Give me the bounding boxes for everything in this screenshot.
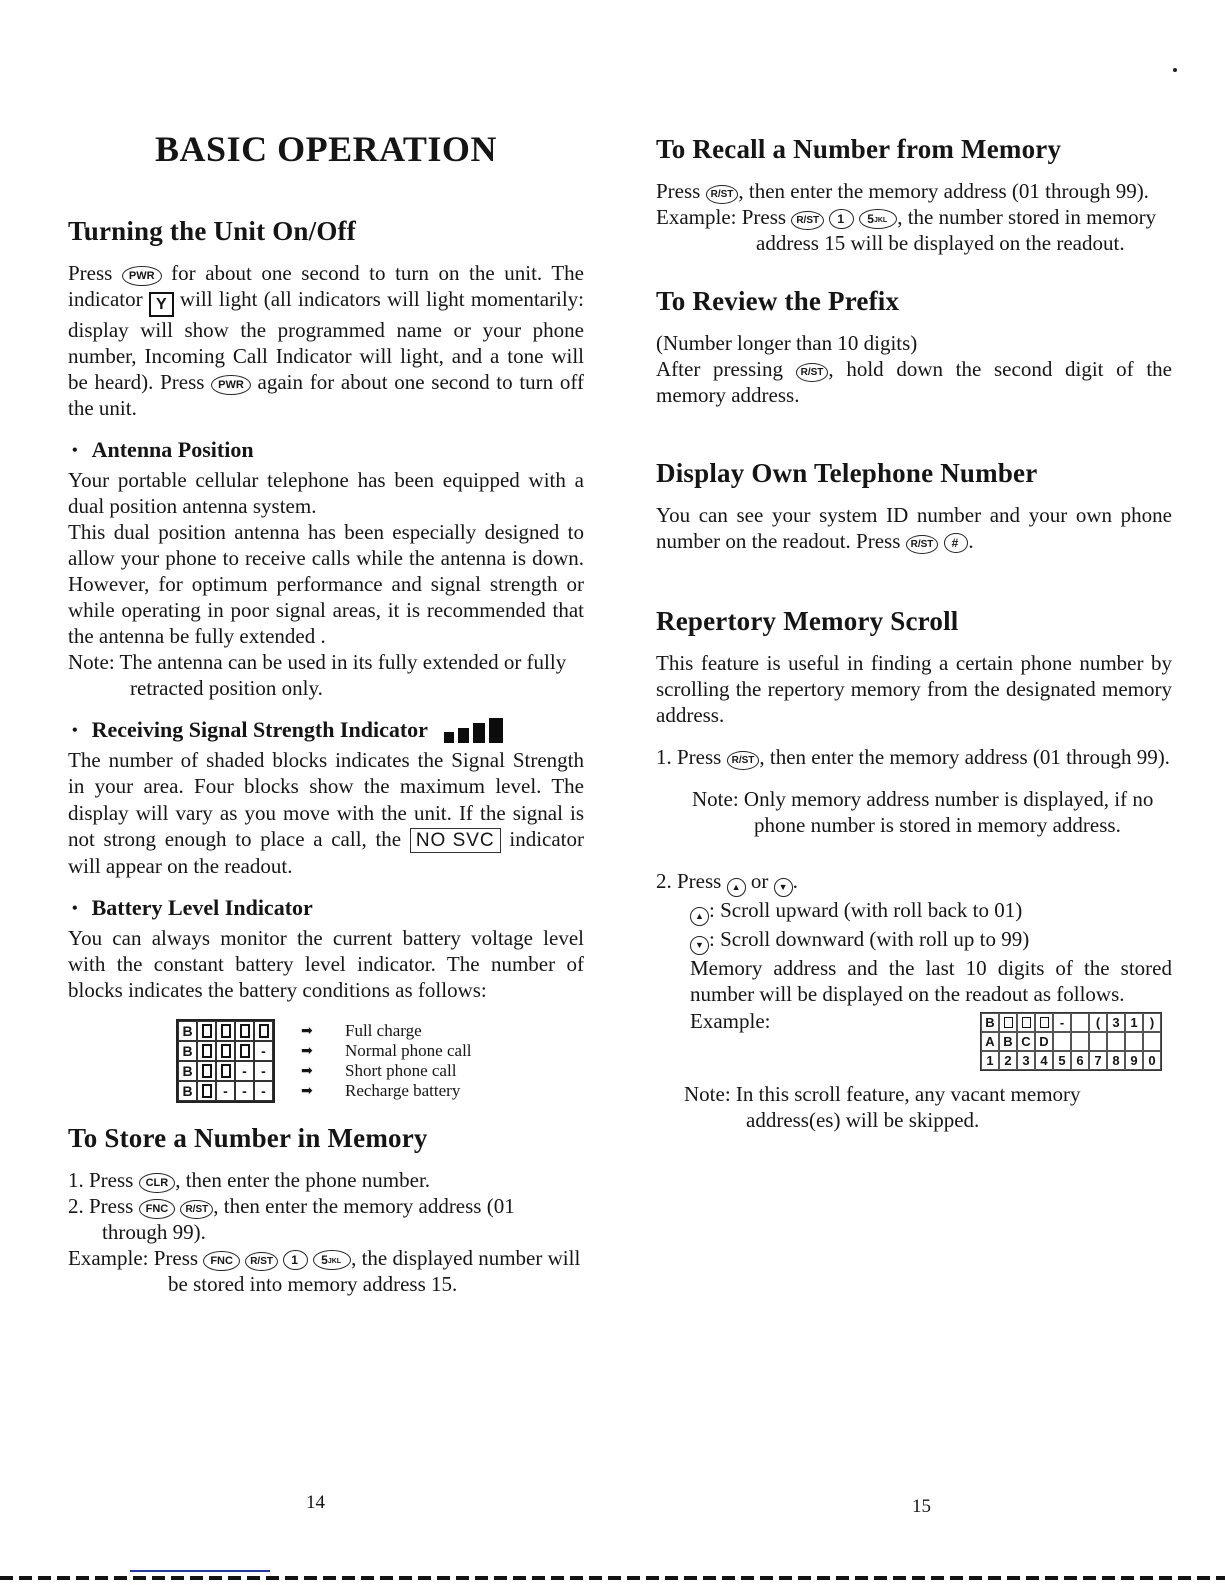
paragraph-antenna-1: Your portable cellular telephone has been equipped with a dual position antenna system. (68, 468, 584, 519)
grid-row (178, 1041, 273, 1061)
blue-underline-mark (130, 1570, 270, 1572)
grid-cell: 3 (1107, 1013, 1125, 1032)
key-digit-label: 5 (321, 1253, 328, 1268)
section-heading-recall: To Recall a Number from Memory (656, 134, 1062, 164)
grid-cell: D (1035, 1032, 1053, 1051)
subheading-label: Receiving Signal Strength Indicator (91, 717, 428, 743)
subheading-battery-level (68, 895, 584, 921)
list-number: 2. (68, 1194, 84, 1219)
key-letters-label: JKL (873, 217, 888, 225)
note-label: Note: (68, 650, 115, 675)
signal-strength-bars-icon (440, 718, 503, 743)
grid-cell (1053, 1032, 1071, 1051)
subheading-antenna-position (68, 437, 584, 463)
note-text: In this scroll feature, any vacant memory address(es) will be skipped. (735, 1081, 1081, 1132)
grid-cell (197, 1041, 216, 1061)
grid-cell: - (235, 1061, 254, 1081)
note-text: The antenna can be used in its fully extended or fully retracted position only. (119, 650, 567, 701)
text-run: , then enter the memory address (01 through 99). (738, 179, 1149, 203)
grid-cell: 4 (1035, 1051, 1053, 1070)
example-label: Example: (656, 205, 737, 230)
text-run: Press (677, 869, 727, 894)
section-heading-store: To Store a Number in Memory (68, 1123, 428, 1154)
list-item-store-1 (68, 1167, 584, 1193)
list-item-scroll-1 (656, 744, 1172, 770)
section-heading-repertory-scroll: Repertory Memory Scroll (656, 606, 959, 637)
rst-key-icon: R/ST (791, 211, 824, 230)
bottom-dashed-rule (0, 1576, 1225, 1580)
text-run: Press (741, 205, 792, 230)
list-item-scroll-2 (656, 868, 1172, 897)
grid-cell (1035, 1013, 1053, 1032)
text-run: , then enter the memory address (01 through 99). (759, 745, 1170, 770)
text-run: Press (68, 261, 122, 285)
scroll-down-key-icon: ▼ (690, 936, 709, 955)
grid-cell (1143, 1032, 1161, 1051)
grid-cell (1071, 1013, 1089, 1032)
grid-cell: 0 (1143, 1051, 1161, 1070)
grid-cell: B (178, 1061, 197, 1081)
grid-cell (254, 1021, 273, 1041)
grid-cell (197, 1021, 216, 1041)
segment-box-icon (240, 1044, 250, 1058)
grid-cell: 8 (1107, 1051, 1125, 1070)
clr-key-icon: CLR (139, 1173, 176, 1193)
grid-cell (1125, 1032, 1143, 1051)
rst-key-icon: R/ST (727, 751, 760, 770)
scroll-down-description (690, 926, 1172, 955)
text-run: Press (677, 745, 727, 770)
battery-indicator-grid (176, 1019, 275, 1103)
grid-cell (1089, 1032, 1107, 1051)
grid-cell (216, 1041, 235, 1061)
left-column (68, 128, 584, 1297)
list-item-store-2 (68, 1193, 584, 1245)
paragraph-scroll-intro: This feature is useful in finding a certain phone number by scrolling the repertory memory from the designated memory address. (656, 651, 1172, 728)
text-run: , then enter the phone number. (175, 1168, 431, 1193)
segment-box-icon (259, 1024, 269, 1038)
rst-key-icon: R/ST (796, 363, 829, 382)
battery-level-diagram (176, 1019, 584, 1103)
section-heading-prefix: To Review the Prefix (656, 286, 900, 317)
paragraph-prefix-2 (656, 356, 1172, 408)
segment-box-icon (221, 1024, 231, 1038)
scroll-up-description (690, 897, 1172, 926)
grid-cell: 6 (1071, 1051, 1089, 1070)
text-run: will light (all indicators will light momentarily: display will show the programmed name or your phone number, Incoming Call Indicator will light, and a tone will be heard). Press (68, 287, 585, 395)
text-run: Press (656, 179, 706, 203)
pwr-key-icon: PWR (211, 375, 251, 395)
text-run: You can see your system ID number and your own phone number on the readout. Press (656, 503, 1172, 554)
battery-condition-label: Recharge battery (345, 1081, 461, 1101)
segment-box-icon (221, 1044, 231, 1058)
list-number: 2. (656, 869, 672, 894)
paragraph-recall (656, 178, 1172, 204)
segment-box-icon (240, 1024, 250, 1038)
bullet-icon: • (72, 722, 78, 740)
example-recall (656, 204, 1172, 256)
text-run: for about one second to turn on the unit. The indicator (68, 261, 584, 312)
battery-condition-label: Normal phone call (345, 1041, 472, 1061)
bullet-icon: • (72, 442, 78, 460)
fnc-key-icon: FNC (203, 1251, 240, 1271)
rst-key-icon: R/ST (180, 1200, 213, 1219)
grid-cell: - (1053, 1013, 1071, 1032)
page-number-left: 14 (306, 1492, 325, 1513)
grid-cell: 9 (1125, 1051, 1143, 1070)
right-arrow-icon: ➡ (301, 1083, 313, 1099)
grid-cell: 2 (999, 1051, 1017, 1070)
grid-cell (197, 1081, 216, 1101)
text-run: or (745, 869, 774, 894)
subheading-signal-strength (68, 717, 584, 743)
grid-cell: - (254, 1061, 273, 1081)
text-run: Press (89, 1194, 139, 1219)
rst-key-icon: R/ST (906, 535, 939, 554)
text-run: The number of shaded blocks indicates the Signal Strength in your area. Four blocks show the maximum level. The display will vary as you move with the unit. If the signal is not strong enough to place a call, the (68, 748, 584, 851)
text-run: After pressing (656, 357, 796, 382)
grid-cell: ( (1089, 1013, 1107, 1032)
grid-row (981, 1051, 1161, 1070)
segment-box-icon (202, 1064, 212, 1078)
grid-cell: 1 (981, 1051, 999, 1070)
grid-cell: 1 (1125, 1013, 1143, 1032)
segment-box-icon (1022, 1017, 1031, 1028)
antenna-indicator-icon: Y (149, 292, 174, 317)
text-run: : Scroll upward (with roll back to 01) (709, 898, 1023, 923)
text-run: Press (153, 1246, 204, 1271)
segment-box-icon (202, 1084, 212, 1098)
subheading-label: Antenna Position (91, 437, 254, 463)
scroll-down-key-icon: ▼ (774, 878, 793, 897)
right-arrow-icon: ➡ (301, 1043, 313, 1059)
paragraph-own-number (656, 502, 1172, 554)
right-column (656, 134, 1172, 1133)
list-number: 1. (68, 1168, 84, 1193)
battery-legend-row (301, 1061, 472, 1081)
note-label: Note: (684, 1081, 731, 1106)
grid-cell: B (178, 1081, 197, 1101)
fnc-key-icon: FNC (139, 1199, 176, 1219)
grid-cell (235, 1041, 254, 1061)
text-run: again for about one second to turn off the unit. (68, 370, 584, 421)
grid-cell: C (1017, 1032, 1035, 1051)
key-5jkl-icon (859, 209, 897, 229)
battery-legend-row (301, 1041, 472, 1061)
paragraph-signal (68, 747, 584, 879)
key-digit-label: 5 (867, 212, 874, 227)
scroll-up-key-icon: ▲ (690, 907, 709, 926)
bullet-icon: • (72, 900, 78, 918)
text-run: : Scroll downward (with roll up to 99) (709, 927, 1030, 952)
grid-cell (216, 1021, 235, 1041)
segment-box-icon (202, 1024, 212, 1038)
example-scroll-label: Example: (690, 1008, 771, 1033)
grid-cell (235, 1021, 254, 1041)
text-run: Press (89, 1168, 139, 1193)
text-run: . (792, 869, 798, 894)
grid-cell: 7 (1089, 1051, 1107, 1070)
note-antenna (68, 649, 584, 701)
grid-cell (1071, 1032, 1089, 1051)
note-scroll-2 (684, 1081, 1172, 1133)
rst-key-icon: R/ST (706, 185, 739, 204)
grid-cell: B (999, 1032, 1017, 1051)
no-svc-indicator: NO SVC (410, 828, 501, 854)
battery-legend-row (301, 1081, 472, 1101)
text-run: , then enter the memory address (01 through 99). (102, 1194, 515, 1245)
key-letters-label: JKL (327, 1258, 342, 1266)
section-heading-turning: Turning the Unit On/Off (68, 216, 356, 246)
pwr-key-icon: PWR (122, 266, 162, 286)
subheading-label: Battery Level Indicator (91, 895, 313, 921)
grid-row (178, 1081, 273, 1101)
grid-row (178, 1021, 273, 1041)
grid-cell: - (235, 1081, 254, 1101)
section-heading-own-number: Display Own Telephone Number (656, 458, 1038, 489)
grid-cell: - (216, 1081, 235, 1101)
grid-row (178, 1061, 273, 1081)
paragraph-battery: You can always monitor the current battery voltage level with the constant battery level indicator. The number of blocks indicates the battery conditions as follows: (68, 926, 584, 1003)
text-run: , hold down the second digit of the memory address. (656, 357, 1172, 408)
grid-cell: B (178, 1041, 197, 1061)
battery-legend-row (301, 1021, 472, 1041)
text-run: , the displayed number will be stored into memory address 15. (168, 1246, 581, 1297)
list-number: 1. (656, 745, 672, 770)
segment-box-icon (202, 1044, 212, 1058)
grid-cell: 5 (1053, 1051, 1071, 1070)
readout-display-grid (980, 1012, 1162, 1071)
battery-condition-label: Full charge (345, 1021, 422, 1041)
paragraph-scroll-readout: Memory address and the last 10 digits of the stored number will be displayed on the readout as follows. (690, 956, 1172, 1007)
grid-row (981, 1013, 1161, 1032)
paragraph-antenna-2: This dual position antenna has been especially designed to allow your phone to receive calls while the antenna is down. However, for optimum performance and signal strength or while operating in poor signal areas, it is recommended that the antenna be fully extended . (68, 520, 584, 649)
grid-cell: B (178, 1021, 197, 1041)
note-text: Only memory address number is displayed, if no phone number is stored in memory address. (743, 787, 1154, 838)
key-1-icon: 1 (829, 209, 854, 229)
note-label: Note: (692, 787, 739, 812)
battery-condition-label: Short phone call (345, 1061, 457, 1081)
key-5jkl-icon (313, 1250, 351, 1270)
grid-cell: - (254, 1081, 273, 1101)
right-arrow-icon: ➡ (301, 1023, 313, 1039)
key-1-icon: 1 (283, 1250, 308, 1270)
example-label: Example: (68, 1246, 149, 1271)
hash-key-icon: # (944, 533, 969, 553)
grid-cell (197, 1061, 216, 1081)
right-arrow-icon: ➡ (301, 1063, 313, 1079)
grid-cell: 3 (1017, 1051, 1035, 1070)
note-scroll-1 (692, 786, 1172, 838)
grid-cell: A (981, 1032, 999, 1051)
page-title: BASIC OPERATION (155, 129, 497, 169)
page-number-right: 15 (912, 1496, 931, 1517)
rst-key-icon: R/ST (245, 1252, 278, 1271)
grid-cell (999, 1013, 1017, 1032)
grid-cell (1107, 1032, 1125, 1051)
scroll-up-key-icon: ▲ (727, 878, 746, 897)
grid-cell: B (981, 1013, 999, 1032)
scan-speck (1173, 68, 1177, 72)
text-run: indicator will appear on the readout. (68, 826, 584, 879)
grid-cell (216, 1061, 235, 1081)
battery-legend (301, 1021, 472, 1101)
grid-cell (1017, 1013, 1035, 1032)
example-store (68, 1245, 584, 1297)
segment-box-icon (1004, 1017, 1013, 1028)
grid-cell: - (254, 1041, 273, 1061)
text-run: , the number stored in memory address 15 will be displayed on the readout. (756, 205, 1157, 256)
grid-cell: ) (1143, 1013, 1161, 1032)
segment-box-icon (1040, 1017, 1049, 1028)
segment-box-icon (221, 1064, 231, 1078)
paragraph-prefix-1: (Number longer than 10 digits) (656, 331, 918, 356)
text-run: . (968, 529, 974, 554)
paragraph-turning (68, 260, 584, 421)
grid-row (981, 1032, 1161, 1051)
